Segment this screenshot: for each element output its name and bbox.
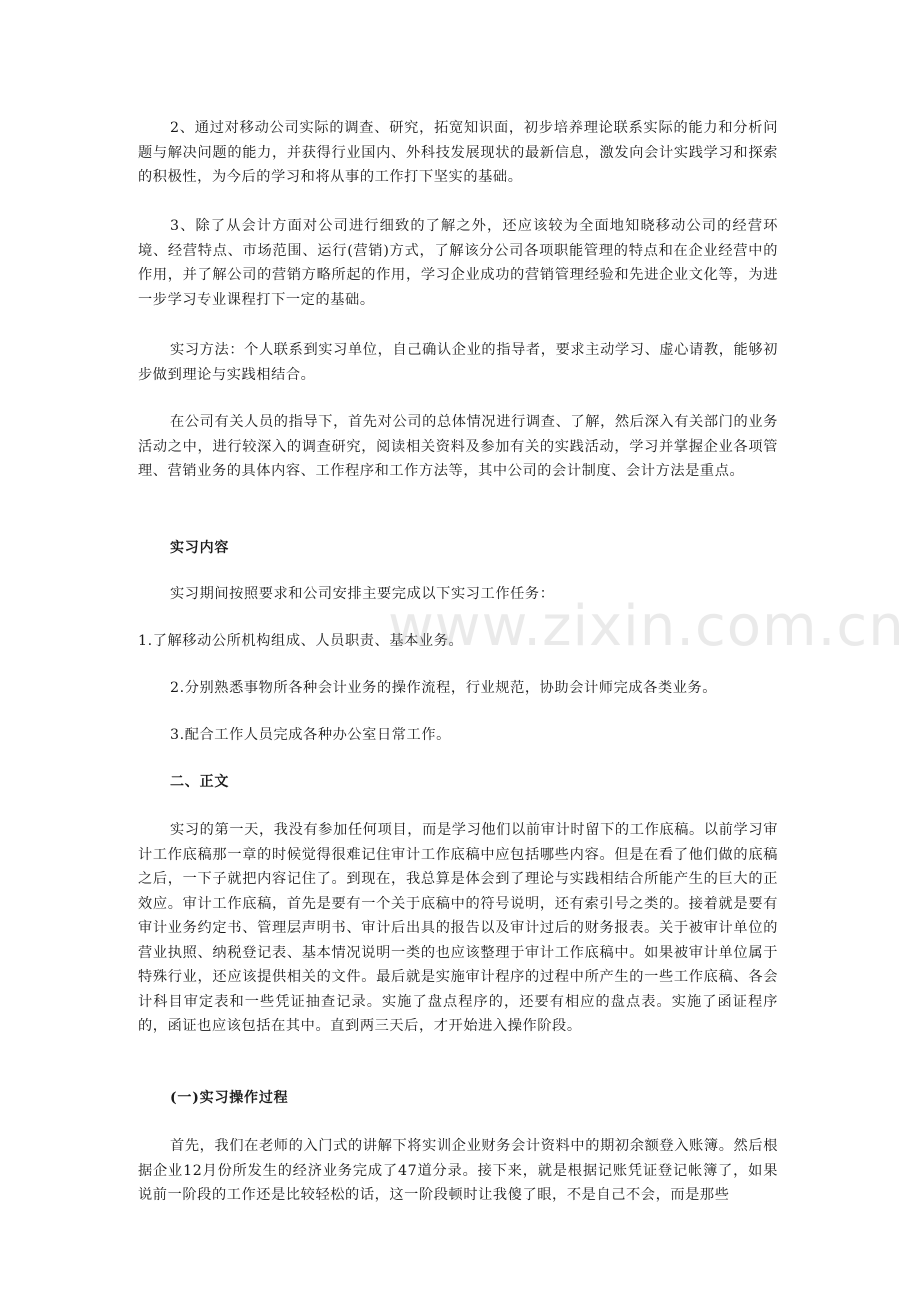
paragraph-goal-2: 2、通过对移动公司实际的调查、研究，拓宽知识面，初步培养理论联系实际的能力和分析问题与解决问题的能力，并获得行业国内、外科技发展现状的最新信息，激发向会计实践学习和探索的积极性，为今后的学习和将从事的工作打下坚实的基础。 [138, 120, 778, 185]
heading-internship-content: 实习内容 [170, 540, 230, 556]
list-item-task-3: 3.配合工作人员完成各种办公室日常工作。 [170, 727, 451, 743]
watermark: www.zixin.com.cn [388, 594, 905, 659]
paragraph-guidance: 在公司有关人员的指导下，首先对公司的总体情况进行调查、了解，然后深入有关部门的业务活动之中，进行较深入的调查研究，阅读相关资料及参加有关的实践活动，学习并掌握企业各项管理、营销业务的具体内容、工作程序和工作方法等，其中公司的会计制度、会计方法是重点。 [138, 414, 778, 479]
paragraph-method: 实习方法：个人联系到实习单位，自己确认企业的指导者，要求主动学习、虚心请教，能够初步做到理论与实践相结合。 [138, 342, 778, 383]
list-item-task-2: 2.分别熟悉事物所各种会计业务的操作流程，行业规范，协助会计师完成各类业务。 [170, 680, 718, 696]
paragraph-operation: 首先，我们在老师的入门式的讲解下将实训企业财务会计资料中的期初余额登入账簿。然后根据企业12月份所发生的经济业务完成了47道分录。接下来，就是根据记账凭证登记帐簿了，如果说前一阶段的工作还是比较轻松的话，这一阶段顿时让我傻了眼，不是自己不会，而是那些 [138, 1138, 778, 1203]
heading-main-body: 二、正文 [170, 774, 230, 790]
paragraph-goal-3: 3、除了从会计方面对公司进行细致的了解之外，还应该较为全面地知晓移动公司的经营环境、经营特点、市场范围、运行(营销)方式，了解该分公司各项职能管理的特点和在企业经营中的作用，并了解公司的营销方略所起的作用，学习企业成功的营销管理经验和先进企业文化等，为进一步学习专业课程打下一定的基础。 [138, 218, 778, 308]
list-item-task-1: 1.了解移动公所机构组成、人员职责、基本业务。 [138, 633, 464, 649]
heading-operation-process: (一)实习操作过程 [170, 1090, 289, 1106]
paragraph-tasks-intro: 实习期间按照要求和公司安排主要完成以下实习工作任务： [170, 586, 555, 602]
paragraph-first-day: 实习的第一天，我没有参加任何项目，而是学习他们以前审计时留下的工作底稿。以前学习审计工作底稿那一章的时候觉得很难记住审计工作底稿中应包括哪些内容。但是在看了他们做的底稿之后，一下子就把内容记住了。到现在，我总算是体会到了理论与实践相结合所能产生的巨大的正效应。审计工作底稿，首先是要有一个关于底稿中的符号说明，还有索引号之类的。接着就是要有审计业务约定书、管理层声明书、审计后出具的报告以及审计过后的财务报表。关于被审计单位的营业执照、纳税登记表、基本情况说明一类的也应该整理于审计工作底稿中。如果被审计单位属于特殊行业，还应该提供相关的文件。最后就是实施审计程序的过程中所产生的一些工作底稿、各会计科目审定表和一些凭证抽查记录。实施了盘点程序的，还要有相应的盘点表。实施了函证程序的，函证也应该包括在其中。直到两三天后，才开始进入操作阶段。 [138, 822, 778, 1034]
